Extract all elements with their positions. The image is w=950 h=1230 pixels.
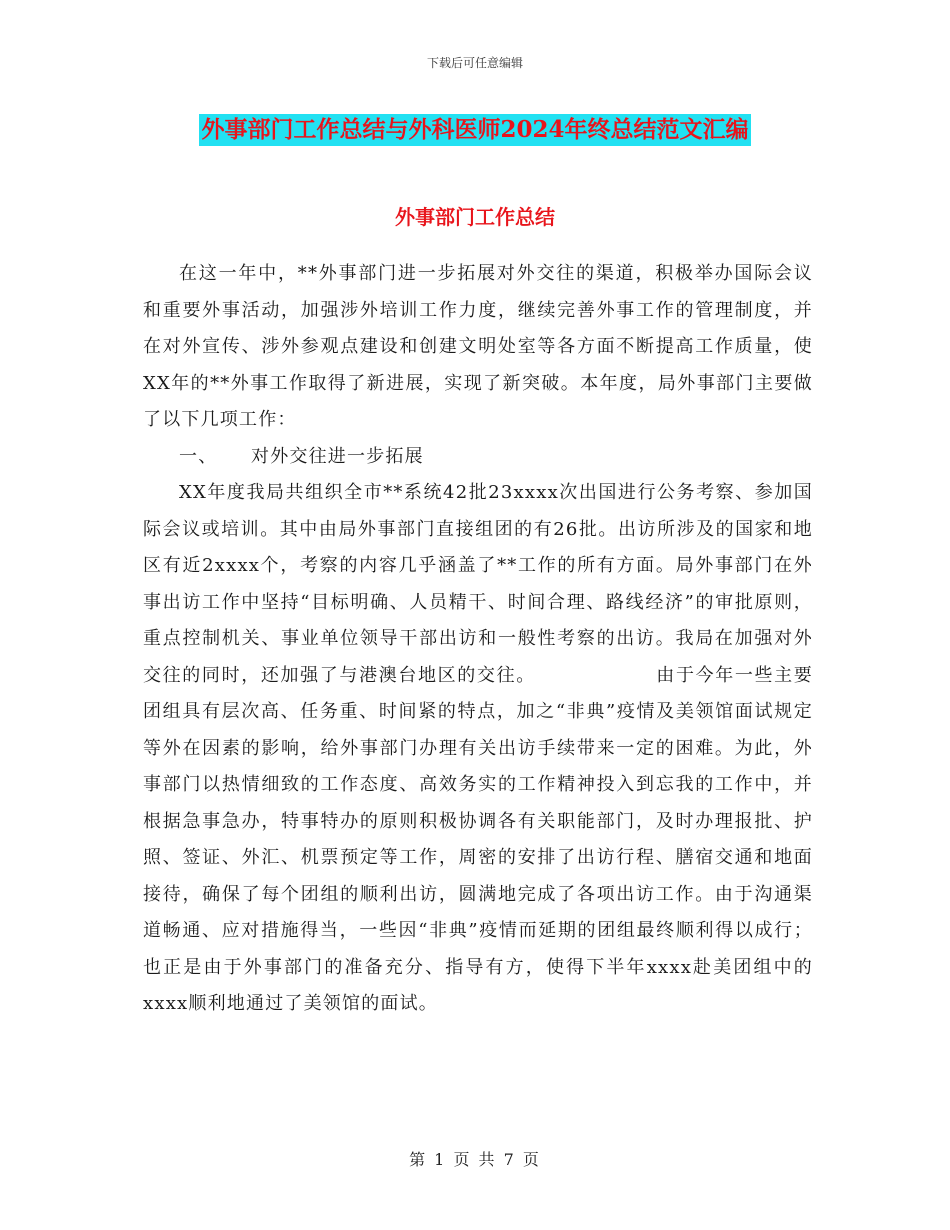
section-title: 外事部门工作总结 bbox=[395, 205, 555, 229]
section-heading-1 bbox=[143, 439, 813, 476]
paragraph-outbound-visits bbox=[143, 475, 813, 1023]
page-number-footer: 第 1 页 共 7 页 bbox=[409, 1150, 541, 1169]
section-heading-text: 对外交往进一步拓展 bbox=[251, 445, 424, 467]
page-header-note: 下载后可任意编辑 bbox=[426, 56, 523, 70]
paragraph-outbound-visits-part-1: XX年度我局共组织全市**系统42批23xxxx次出国进行公务考察、参加国际会议或培训。其中由局外事部门直接组团的有26批。出访所涉及的国家和地区有近2xxxx个，考察的内容几乎涵盖了**工作的所有方面。局外事部门在外事出访工作中坚持“目标明确、人员精干、时间合理、路线经济”的审批原则，重点控制机关、事业单位领导干部出访和一般性考察的出访。我局在加强对外交往的同时，还加强了与港澳台地区的交往。 bbox=[143, 482, 813, 686]
paragraph-intro: 在这一年中，**外事部门进一步拓展对外交往的渠道，积极举办国际会议和重要外事活动，加强涉外培训工作力度，继续完善外事工作的管理制度，并在对外宣传、涉外参观点建设和创建文明处室等各方面不断提高工作质量，使XX年的**外事工作取得了新进展，实现了新突破。本年度，局外事部门主要做了以下几项工作： bbox=[143, 263, 813, 430]
document-body bbox=[143, 220, 813, 1023]
paragraph-outbound-visits-part-2: 由于今年一些主要团组具有层次高、任务重、时间紧的特点，加之“非典”疫情及美领馆面试规定等外在因素的影响，给外事部门办理有关出访手续带来一定的困难。为此，外事部门以热情细致的工作态度、高效务实的工作精神投入到忘我的工作中，并根据急事急办，特事特办的原则积极协调各有关职能部门，及时办理报批、护照、签证、外汇、机票预定等工作，周密的安排了出访行程、膳宿交通和地面接待，确保了每个团组的顺利出访，圆满地完成了各项出访工作。由于沟通渠道畅通、应对措施得当，一些因“非典”疫情而延期的团组最终顺利得以成行；也正是由于外事部门的准备充分、指导有方，使得下半年xxxx赴美团组中的xxxx顺利地通过了美领馆的面试。 bbox=[143, 664, 813, 1014]
document-title-container bbox=[0, 114, 950, 146]
document-title: 外事部门工作总结与外科医师2024年终总结范文汇编 bbox=[199, 114, 750, 146]
section-heading-number: 一、 bbox=[179, 445, 218, 467]
